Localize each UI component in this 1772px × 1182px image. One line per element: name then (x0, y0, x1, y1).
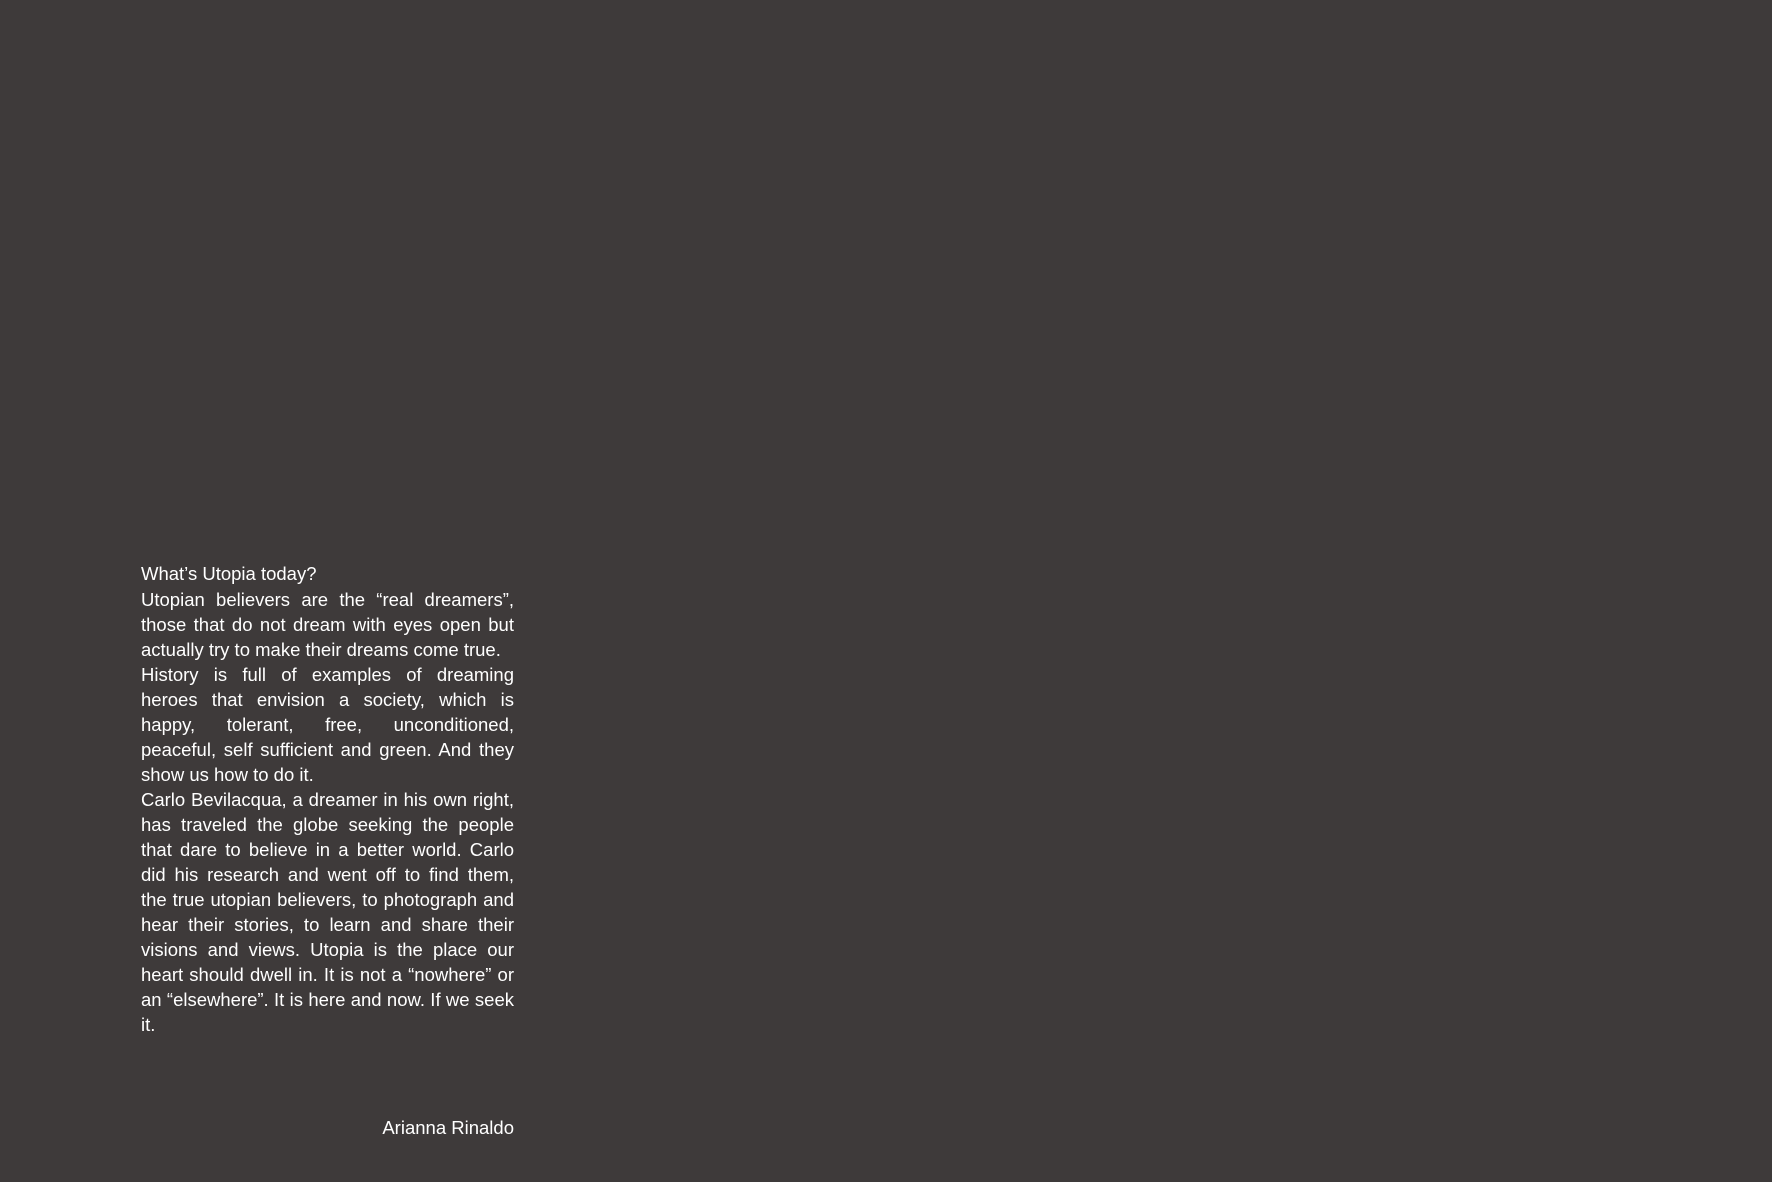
article-paragraph-1: Utopian believers are the “real dreamers”, those that do not dream with eyes open but actually try to make their dreams come true. (141, 589, 514, 660)
article-heading: What’s Utopia today? (141, 563, 317, 584)
article-paragraph-2: History is full of examples of dreaming heroes that envision a society, which is happy, tolerant, free, unconditioned, peaceful, self sufficient and green. And they show us how to do it. (141, 664, 514, 785)
author-signature: Arianna Rinaldo (382, 1117, 514, 1138)
article-text-block (141, 561, 514, 1037)
article-paragraph-3: Carlo Bevilacqua, a dreamer in his own right, has traveled the globe seeking the people that dare to believe in a better world. Carlo did his research and went off to find them, the true utopian believers, to photograph and hear their stories, to learn and share their visions and views. Utopia is the place our heart should dwell in. It is not a “nowhere” or an “elsewhere”. It is here and now. If we seek it. (141, 789, 514, 1035)
